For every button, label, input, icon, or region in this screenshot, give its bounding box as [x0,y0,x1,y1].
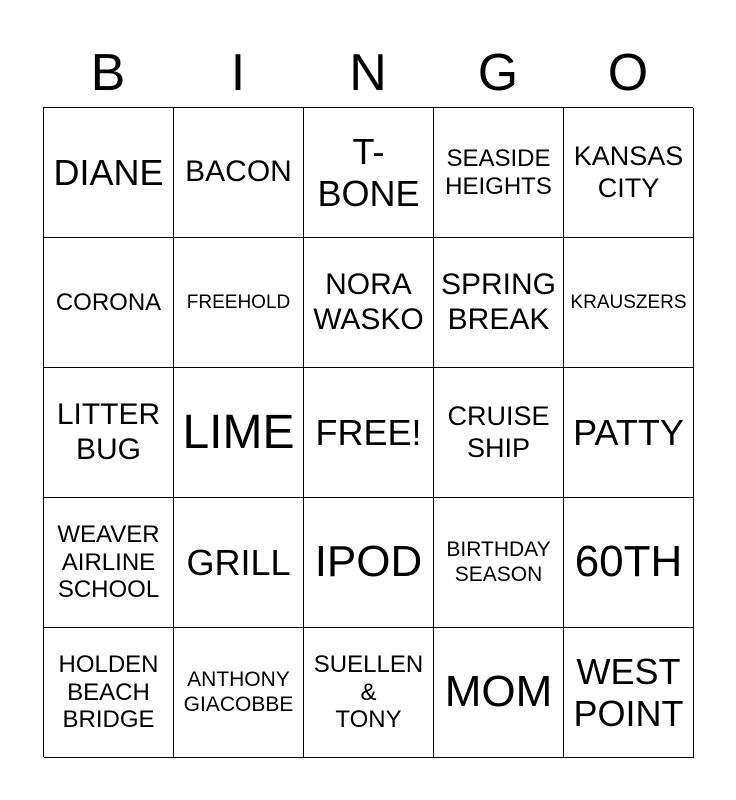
bingo-cell-r3c5[interactable] [564,368,694,498]
cell-label: SPRING BREAK [440,268,557,336]
bingo-cell-r4c1[interactable] [44,498,174,628]
cell-label: CRUISE SHIP [447,401,550,463]
header-letter-g: G [477,44,519,102]
bingo-cell-r4c5[interactable] [564,498,694,628]
bingo-cell-r2c5[interactable] [564,238,694,368]
cell-label: PATTY [573,411,684,453]
cell-label: LIME [182,405,295,459]
bingo-cell-r1c3[interactable] [304,108,434,238]
bingo-cell-r4c4[interactable] [434,498,564,628]
cell-label: 60TH [574,537,683,587]
bingo-cell-r5c5[interactable] [564,628,694,758]
bingo-cell-r5c2[interactable] [174,628,304,758]
bingo-cell-r3c3[interactable] [304,368,434,498]
bingo-cell-r3c4[interactable] [434,368,564,498]
bingo-cell-r5c4[interactable] [434,628,564,758]
header-letter-b: B [90,44,126,102]
bingo-cell-r5c3[interactable] [304,628,434,758]
bingo-cell-r2c4[interactable] [434,238,564,368]
cell-label: GRILL [186,541,291,583]
cell-label: BIRTHDAY SEASON [446,538,551,586]
header-letter-o: O [607,44,649,102]
cell-label: DIANE [53,151,164,193]
cell-label: KANSAS CITY [573,141,684,203]
cell-label: IPOD [314,537,423,587]
bingo-cell-r4c3[interactable] [304,498,434,628]
header-letter-n: N [349,44,387,102]
bingo-board [43,107,693,757]
bingo-cell-r4c2[interactable] [174,498,304,628]
bingo-cell-r2c2[interactable] [174,238,304,368]
bingo-cell-r1c2[interactable] [174,108,304,238]
cell-label: SUELLEN & TONY [313,651,424,734]
cell-label: WEST POINT [573,651,684,734]
cell-label: LITTER BUG [56,398,161,466]
bingo-cell-r1c5[interactable] [564,108,694,238]
cell-label: KRAUSZERS [570,291,687,313]
bingo-header [43,38,693,108]
cell-label: CORONA [55,288,162,316]
bingo-cell-r5c1[interactable] [44,628,174,758]
bingo-cell-r1c1[interactable] [44,108,174,238]
cell-label: T- BONE [317,131,420,214]
cell-label: NORA WASKO [313,268,424,336]
cell-label: MOM [444,667,553,717]
bingo-cell-r1c4[interactable] [434,108,564,238]
header-letter-i: I [230,44,246,102]
bingo-cell-r2c1[interactable] [44,238,174,368]
cell-label: FREEHOLD [186,291,291,313]
cell-label: HOLDEN BEACH BRIDGE [58,651,159,734]
bingo-cell-r2c3[interactable] [304,238,434,368]
cell-label: WEAVER AIRLINE SCHOOL [57,521,160,604]
cell-label: BACON [185,155,292,189]
bingo-cell-r3c2[interactable] [174,368,304,498]
cell-label: FREE! [315,411,422,453]
cell-label: ANTHONY GIACOBBE [183,668,294,716]
cell-label: SEASIDE HEIGHTS [445,144,552,200]
bingo-cell-r3c1[interactable] [44,368,174,498]
